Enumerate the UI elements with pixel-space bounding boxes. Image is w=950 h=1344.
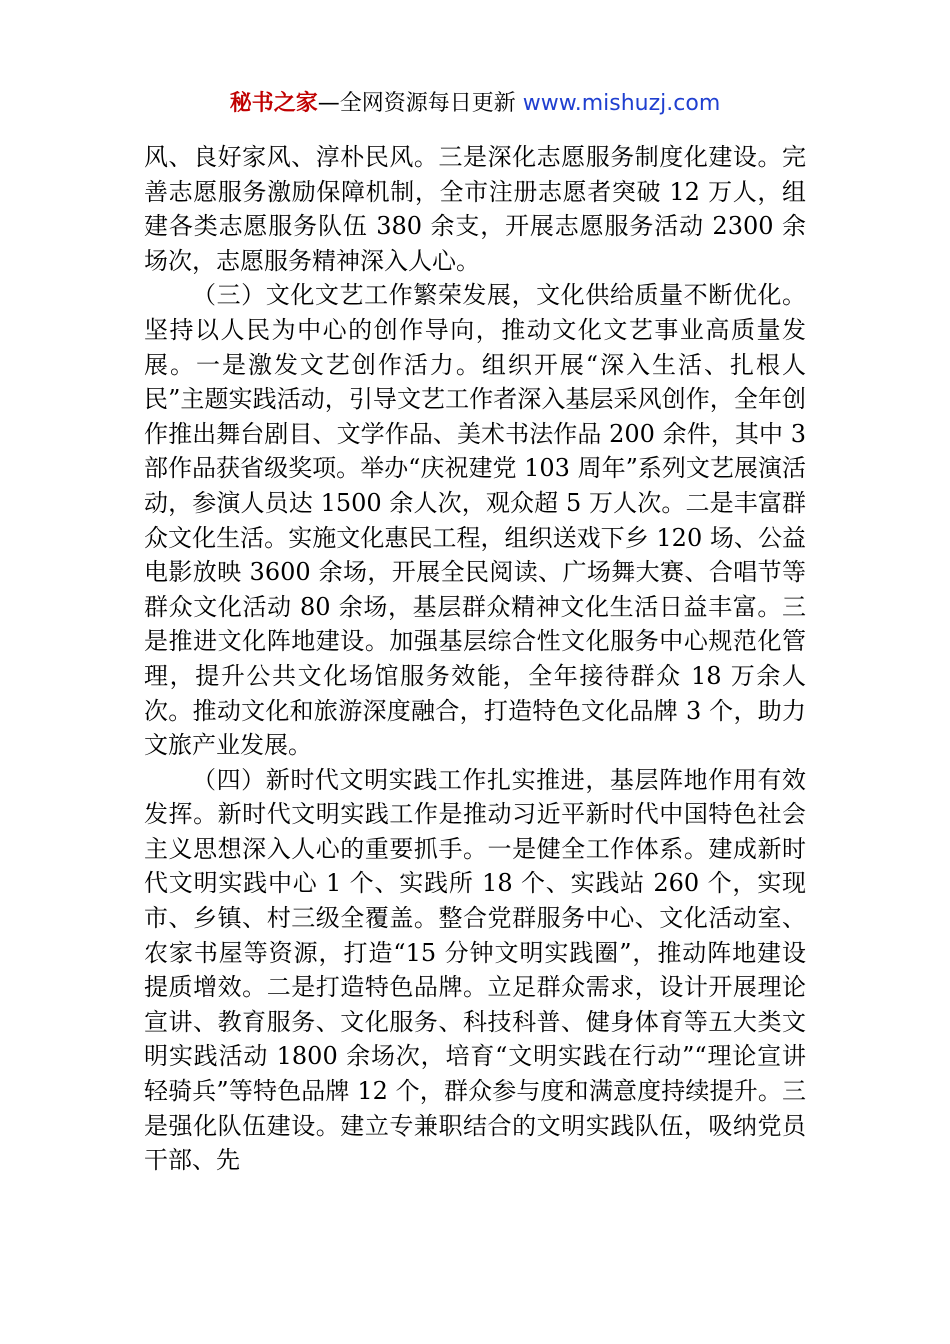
site-brand: 秘书之家	[229, 91, 318, 116]
site-tagline: —全网资源每日更新	[317, 91, 523, 116]
paragraph-section-3: （三）文化文艺工作繁荣发展，文化供给质量不断优化。坚持以人民为中心的创作导向，推动文化文艺事业高质量发展。一是激发文艺创作活力。组织开展“深入生活、扎根人民”主题实践活动，引导文艺工作者深入基层采风创作，全年创作推出舞台剧目、文学作品、美术书法作品 200 余件，其中 3 部作品获省级奖项。举办“庆祝建党 103 周年”系列文艺展演活动，参演人员达 1500 余人次，观众超 5 万人次。二是丰富群众文化生活。实施文化惠民工程，组织送戏下乡 120 场、公益电影放映 3600 余场，开展全民阅读、广场舞大赛、合唱节等群众文化活动 80 余场，基层群众精神文化生活日益丰富。三是推进文化阵地建设。加强基层综合性文化服务中心规范化管理，提升公共文化场馆服务效能，全年接待群众 18 万余人次。推动文化和旅游深度融合，打造特色文化品牌 3 个，助力文旅产业发展。	[144, 281, 806, 760]
paragraph-continuation: 风、良好家风、淳朴民风。三是深化志愿服务制度化建设。完善志愿服务激励保障机制，全市注册志愿者突破 12 万人，组建各类志愿服务队伍 380 余支，开展志愿服务活动 2300 余场次，志愿服务精神深入人心。	[144, 143, 806, 275]
site-header	[0, 86, 950, 122]
site-url-link[interactable]: www.mishuzj.com	[522, 91, 721, 116]
document-body	[144, 140, 806, 1178]
paragraph-section-4: （四）新时代文明实践工作扎实推进，基层阵地作用有效发挥。新时代文明实践工作是推动习近平新时代中国特色社会主义思想深入人心的重要抓手。一是健全工作体系。建成新时代文明实践中心 1 个、实践所 18 个、实践站 260 个，实现市、乡镇、村三级全覆盖。整合党群服务中心、文化活动室、农家书屋等资源，打造“15 分钟文明实践圈”，推动阵地建设提质增效。二是打造特色品牌。立足群众需求，设计开展理论宣讲、教育服务、文化服务、科技科普、健身体育等五大类文明实践活动 1800 余场次，培育“文明实践在行动”“理论宣讲轻骑兵”等特色品牌 12 个，群众参与度和满意度持续提升。三是强化队伍建设。建立专兼职结合的文明实践队伍，吸纳党员干部、先	[144, 765, 806, 1175]
